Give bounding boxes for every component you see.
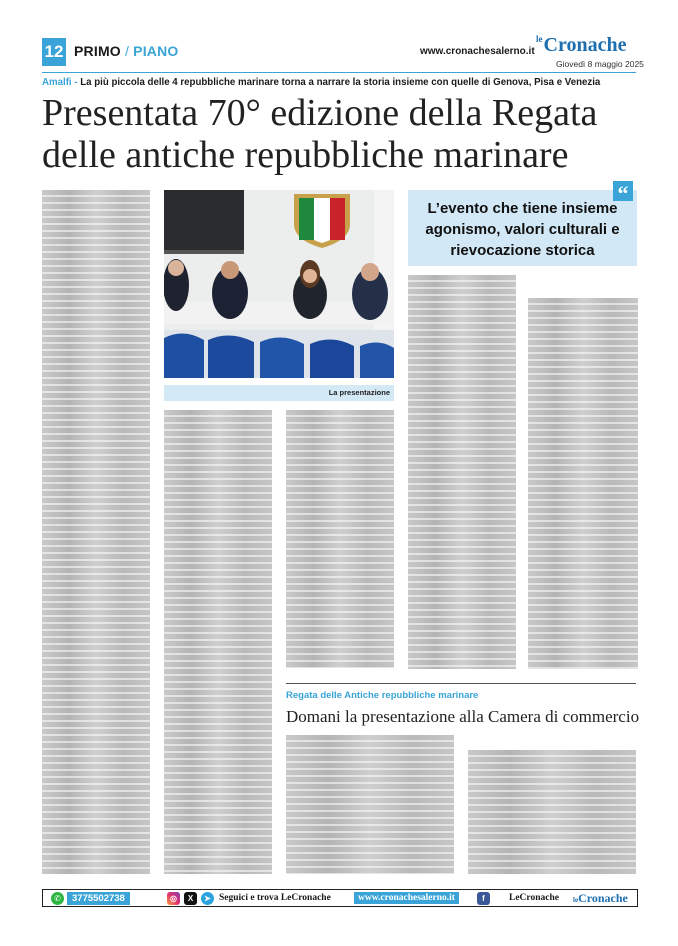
header-divider: [42, 72, 636, 73]
secondary-divider: [286, 683, 636, 684]
secondary-headline: Domani la presentazione alla Camera di commercio: [286, 707, 640, 726]
subsection-name: PIANO: [133, 43, 179, 59]
kicker-location: Amalfi -: [42, 77, 78, 88]
instagram-icon: ◎: [167, 892, 180, 905]
footer-logo: [573, 890, 628, 906]
pull-quote: [408, 181, 637, 266]
footer-follow: [219, 890, 331, 906]
body-column-3: [286, 410, 394, 668]
pull-quote-text: L’evento che tiene insieme agonismo, valori culturali e rievocazione storica: [425, 200, 620, 259]
issue-date: Giovedì 8 maggio 2025: [556, 59, 644, 69]
footer-whatsapp[interactable]: [51, 890, 64, 906]
footer-website-link: www.cronachesalerno.it: [354, 892, 459, 904]
facebook-icon: f: [477, 892, 490, 905]
secondary-kicker: Regata delle Antiche repubbliche marinare: [286, 690, 479, 701]
section-separator: /: [124, 43, 130, 59]
footer-logo-name: Cronache: [578, 890, 628, 905]
section-label: [74, 43, 179, 59]
footer-brand-text: LeCronache: [509, 893, 559, 903]
site-url[interactable]: www.cronachesalerno.it: [420, 46, 535, 57]
masthead-prefix: le: [536, 34, 543, 44]
footer-brand: [509, 890, 559, 906]
body-column-1: [42, 190, 150, 874]
article-headline: Presentata 70° edizione della Regata delle antiche repubbliche marinare: [42, 92, 598, 176]
whatsapp-icon: ✆: [51, 892, 64, 905]
footer-facebook[interactable]: [477, 890, 490, 906]
article-photo: [164, 190, 394, 378]
body-column-5: [528, 298, 638, 669]
footer-telegram[interactable]: [201, 890, 214, 906]
footer-bar: [42, 889, 638, 907]
body-column-4: [408, 275, 516, 669]
footer-logo-prefix: le: [573, 895, 579, 904]
masthead-name: Cronache: [543, 34, 627, 56]
quote-mark-icon: “: [613, 181, 633, 201]
page-number: 12: [42, 38, 66, 66]
x-icon: X: [184, 892, 197, 905]
body-column-2: [164, 410, 272, 874]
footer-x[interactable]: [184, 890, 197, 906]
footer-phone[interactable]: [67, 890, 130, 906]
press-conference-image: [164, 190, 394, 378]
phone-number: 3775502738: [67, 892, 130, 905]
photo-caption: La presentazione: [328, 388, 390, 397]
footer-logo-text: [573, 891, 628, 906]
secondary-column-2: [468, 750, 636, 874]
footer-website[interactable]: [354, 890, 459, 906]
telegram-icon: ➤: [201, 892, 214, 905]
masthead-logo: [536, 34, 626, 57]
kicker-text: La più piccola delle 4 repubbliche marinare torna a narrare la storia insieme con quelle di Genova, Pisa e Venezia: [80, 77, 601, 88]
footer-instagram[interactable]: [167, 890, 180, 906]
photo-caption-bar: [164, 385, 394, 401]
secondary-column-1: [286, 735, 454, 874]
article-kicker: [42, 77, 642, 88]
section-name: PRIMO: [74, 43, 121, 59]
follow-text: Seguici e trova LeCronache: [219, 893, 331, 903]
